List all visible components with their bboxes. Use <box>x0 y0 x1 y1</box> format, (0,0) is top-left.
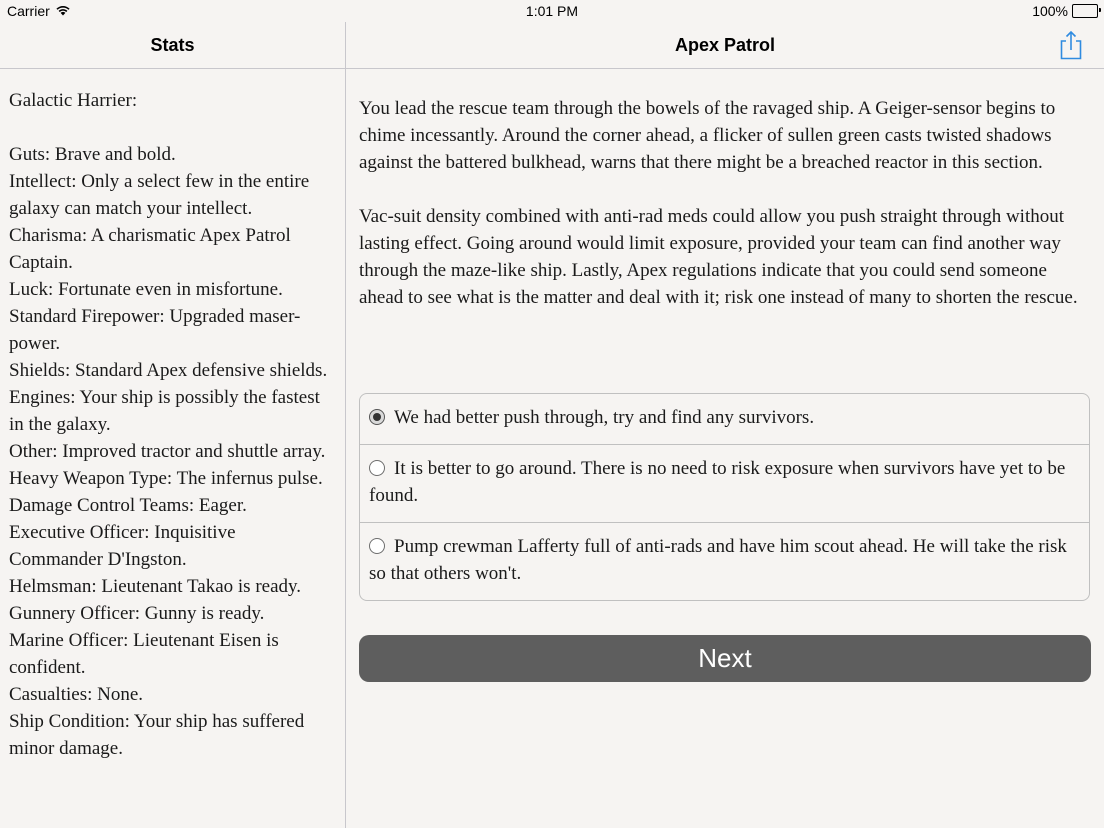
story-title: Apex Patrol <box>674 35 776 55</box>
status-right <box>1032 3 1098 19</box>
choice-option-2[interactable] <box>360 444 1089 522</box>
story-panel <box>346 69 1104 828</box>
stat-executive-officer: Executive Officer: Inquisitive Commander D'Ingston. <box>9 522 236 570</box>
battery-percent: 100% <box>1032 3 1068 19</box>
stat-shields: Shields: Standard Apex defensive shields. <box>9 360 328 381</box>
radio-selected-icon[interactable] <box>369 409 385 425</box>
carrier-label: Carrier <box>7 3 50 19</box>
stat-other: Other: Improved tractor and shuttle array. <box>9 441 326 462</box>
choice-option-3[interactable] <box>360 522 1089 600</box>
choice-list <box>359 393 1090 601</box>
choice-label: It is better to go around. There is no need to risk exposure when survivors have yet to be found. <box>369 458 1066 506</box>
battery-icon <box>1072 4 1098 18</box>
status-time: 1:01 PM <box>525 3 579 19</box>
stats-text <box>0 69 345 762</box>
stats-panel <box>0 69 346 828</box>
share-button[interactable] <box>1058 30 1084 60</box>
share-icon <box>1058 30 1084 60</box>
story-paragraph: Vac-suit density combined with anti-rad meds could allow you push straight through without lasting effect. Going around would limit exposure, provided your team can find another way through the maze-like ship. Lastly, Apex regulations indicate that you could send someone ahead to see what is the matter and deal with it; risk one instead of many to shorten the rescue. <box>359 206 1078 308</box>
stat-standard-firepower: Standard Firepower: Upgraded maser-power. <box>9 306 301 354</box>
stat-marine-officer: Marine Officer: Lieutenant Eisen is confident. <box>9 630 279 678</box>
stat-intellect: Intellect: Only a select few in the entire galaxy can match your intellect. <box>9 171 310 219</box>
radio-icon[interactable] <box>369 460 385 476</box>
stat-engines: Engines: Your ship is possibly the fastest in the galaxy. <box>9 387 320 435</box>
stat-helmsman: Helmsman: Lieutenant Takao is ready. <box>9 576 302 597</box>
story-text <box>346 69 1104 311</box>
stat-luck: Luck: Fortunate even in misfortune. <box>9 279 283 300</box>
stats-nav-bar <box>0 22 346 69</box>
choice-label: Pump crewman Lafferty full of anti-rads and have him scout ahead. He will take the risk so that others won't. <box>369 536 1067 584</box>
stat-casualties: Casualties: None. <box>9 684 144 705</box>
stats-title: Stats <box>150 35 195 55</box>
stat-damage-control: Damage Control Teams: Eager. <box>9 495 247 516</box>
status-bar <box>0 0 1104 22</box>
stat-guts: Guts: Brave and bold. <box>9 144 176 165</box>
stat-ship-condition: Ship Condition: Your ship has suffered minor damage. <box>9 711 305 759</box>
story-nav-bar <box>346 22 1104 69</box>
radio-icon[interactable] <box>369 538 385 554</box>
story-paragraph: You lead the rescue team through the bowels of the ravaged ship. A Geiger-sensor begins to chime incessantly. Around the corner ahead, a flicker of sullen green casts twisted shadows against the battered bulkhead, warns that there might be a breached reactor in this section. <box>359 98 1056 173</box>
stat-heavy-weapon: Heavy Weapon Type: The infernus pulse. <box>9 468 323 489</box>
choice-option-1[interactable] <box>360 394 1089 444</box>
spacer <box>9 114 333 141</box>
stat-charisma: Charisma: A charismatic Apex Patrol Captain. <box>9 225 291 273</box>
next-button[interactable]: Next <box>359 635 1091 682</box>
stat-gunnery-officer: Gunnery Officer: Gunny is ready. <box>9 603 265 624</box>
choice-label: We had better push through, try and find any survivors. <box>394 407 815 428</box>
ship-name: Galactic Harrier: <box>9 90 138 111</box>
